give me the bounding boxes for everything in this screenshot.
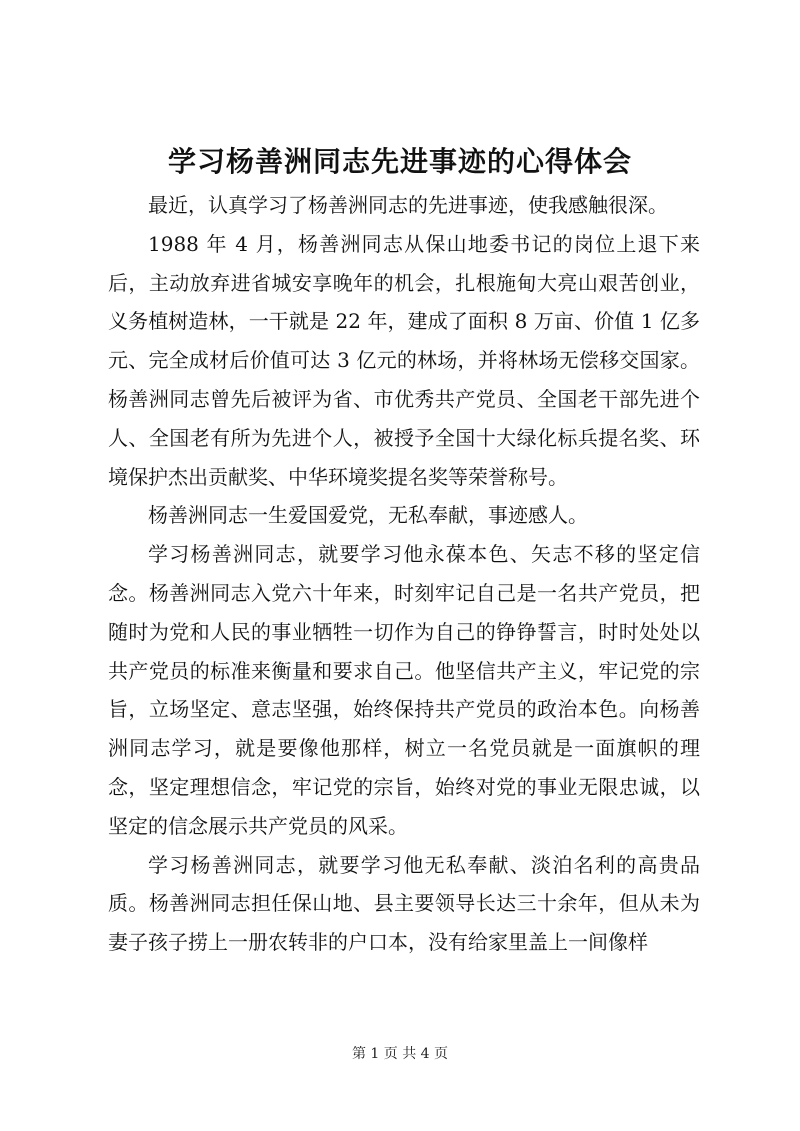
document-title: 学习杨善洲同志先进事迹的心得体会 <box>167 145 632 178</box>
paragraph-intro: 最近，认真学习了杨善洲同志的先进事迹，使我感触很深。 <box>148 193 668 217</box>
paragraph-background: 1988 年 4 月，杨善洲同志从保山地委书记的岗位上退下来后，主动放弃进省城安享晚年的机会，扎根施甸大亮山艰苦创业，义务植树造林，一干就是 22 年，建成了面积 8 万亩、价值 1 亿多元、完全成材后价值可达 3 亿元的林场，并将林场无偿移交国家。杨善洲同志曾先后被评为省、市优秀共产党员、全国老干部先进个人、全国老有所为先进个人，被授予全国十大绿化标兵提名奖、环境保护杰出贡献奖、中华环境奖提名奖等荣誉称号。 <box>108 231 700 489</box>
document-body <box>108 186 700 962</box>
page-number-footer: 第 1 页 共 4 页 <box>351 1046 449 1062</box>
paragraph-summary: 杨善洲同志一生爱国爱党，无私奉献，事迹感人。 <box>148 503 588 528</box>
paragraph-dedication: 学习杨善洲同志，就要学习他无私奉献、淡泊名利的高贵品质。杨善洲同志担任保山地、县主要领导长达三十余年，但从未为妻子孩子捞上一册农转非的户口本，没有给家里盖上一间像样 <box>108 852 700 955</box>
paragraph-faith: 学习杨善洲同志，就要学习他永葆本色、矢志不移的坚定信念。杨善洲同志入党六十年来，时刻牢记自己是一名共产党员，把随时为党和人民的事业牺牲一切作为自己的铮铮誓言，时时处处以共产党员的标准来衡量和要求自己。他坚信共产主义，牢记党的宗旨，立场坚定、意志坚强，始终保持共产党员的政治本色。向杨善洲同志学习，就是要像他那样，树立一名党员就是一面旗帜的理念，坚定理想信念，牢记党的宗旨，始终对党的事业无限忠诚，以坚定的信念展示共产党员的风采。 <box>108 542 700 838</box>
